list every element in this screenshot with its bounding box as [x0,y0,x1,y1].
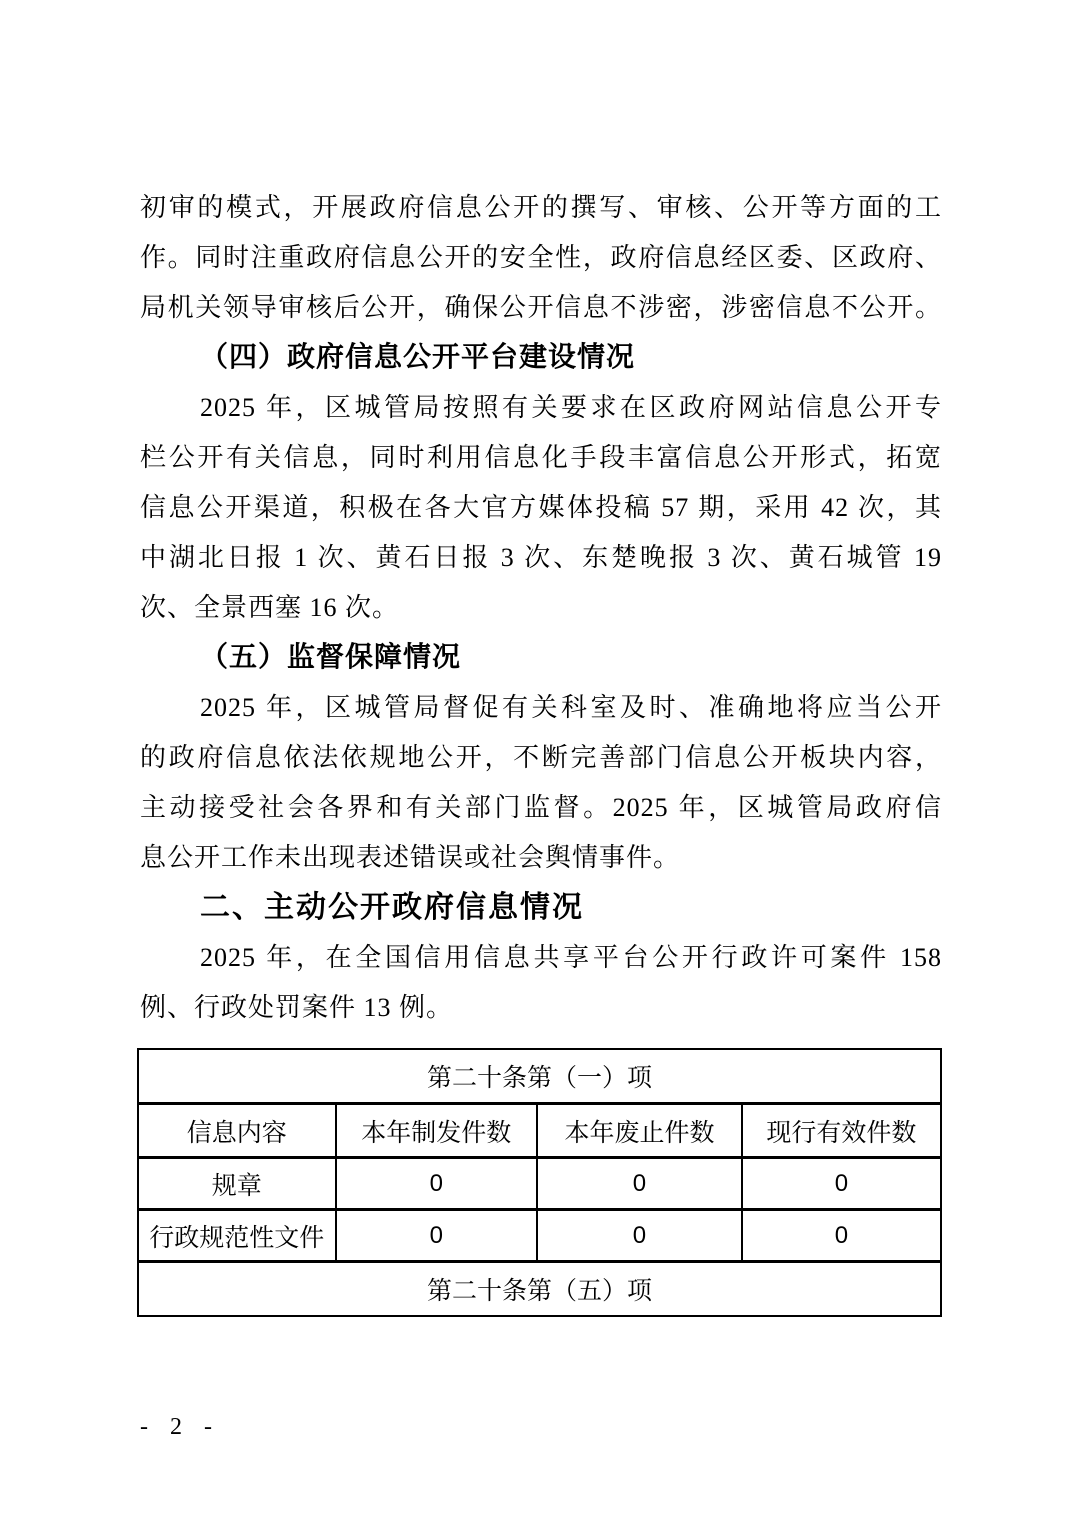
paragraph-five-line: 2025 年，区城管局督促有关科室及时、准确地将应当公开 [200,693,942,722]
paragraph-carryover-line: 局机关领导审核后公开，确保公开信息不涉密，涉密信息不公开。 [140,293,942,322]
body-text [140,183,942,1033]
paragraph-four-line: 次、全景西塞 16 次。 [140,593,400,622]
table-caption-row-top [138,1049,941,1104]
paragraph-five-line: 的政府信息依法依规地公开，不断完善部门信息公开板块内容， [140,743,942,772]
table-caption-row-bottom [138,1262,941,1317]
paragraph-five-line: 息公开工作未出现表述错误或社会舆情事件。 [140,843,681,872]
table-header-row [138,1104,941,1158]
table-row [138,1210,941,1262]
section-heading-two: 二、主动公开政府信息情况 [200,891,584,924]
cell-value: 0 [336,1158,538,1210]
paragraph-four-line: 栏公开有关信息，同时利用信息化手段丰富信息公开形式，拓宽 [140,443,942,472]
paragraph-four-line: 2025 年，区城管局按照有关要求在区政府网站信息公开专 [200,393,942,422]
paragraph-section-two-line: 2025 年，在全国信用信息共享平台公开行政许可案件 158 [200,943,942,972]
table-caption-top: 第二十条第（一）项 [138,1049,941,1104]
cell-value: 0 [336,1210,538,1262]
page-number: - 2 - [140,1414,220,1440]
section-heading-four: （四）政府信息公开平台建设情况 [200,342,636,373]
paragraph-five-line: 主动接受社会各界和有关部门监督。2025 年，区城管局政府信 [140,793,942,822]
column-header-abolished-count: 本年废止件数 [537,1104,742,1158]
paragraph-section-two-line: 例、行政处罚案件 13 例。 [140,993,454,1022]
section-heading-five: （五）监督保障情况 [200,642,462,673]
cell-value: 0 [537,1158,742,1210]
paragraph-four-line: 信息公开渠道，积极在各大官方媒体投稿 57 期，采用 42 次，其 [140,493,942,522]
statistics-table [137,1048,942,1317]
cell-value: 0 [742,1210,941,1262]
paragraph-carryover-line: 作。同时注重政府信息公开的安全性，政府信息经区委、区政府、 [140,243,942,272]
row-label-regulations: 规章 [138,1158,336,1210]
table-row [138,1158,941,1210]
paragraph-four-line: 中湖北日报 1 次、黄石日报 3 次、东楚晚报 3 次、黄石城管 19 [140,543,942,572]
column-header-issued-count: 本年制发件数 [336,1104,538,1158]
row-label-normative-documents: 行政规范性文件 [138,1210,336,1262]
cell-value: 0 [742,1158,941,1210]
paragraph-carryover-line: 初审的模式，开展政府信息公开的撰写、审核、公开等方面的工 [140,193,942,222]
column-header-info-content: 信息内容 [138,1104,336,1158]
cell-value: 0 [537,1210,742,1262]
column-header-effective-count: 现行有效件数 [742,1104,941,1158]
table-caption-bottom: 第二十条第（五）项 [138,1262,941,1317]
